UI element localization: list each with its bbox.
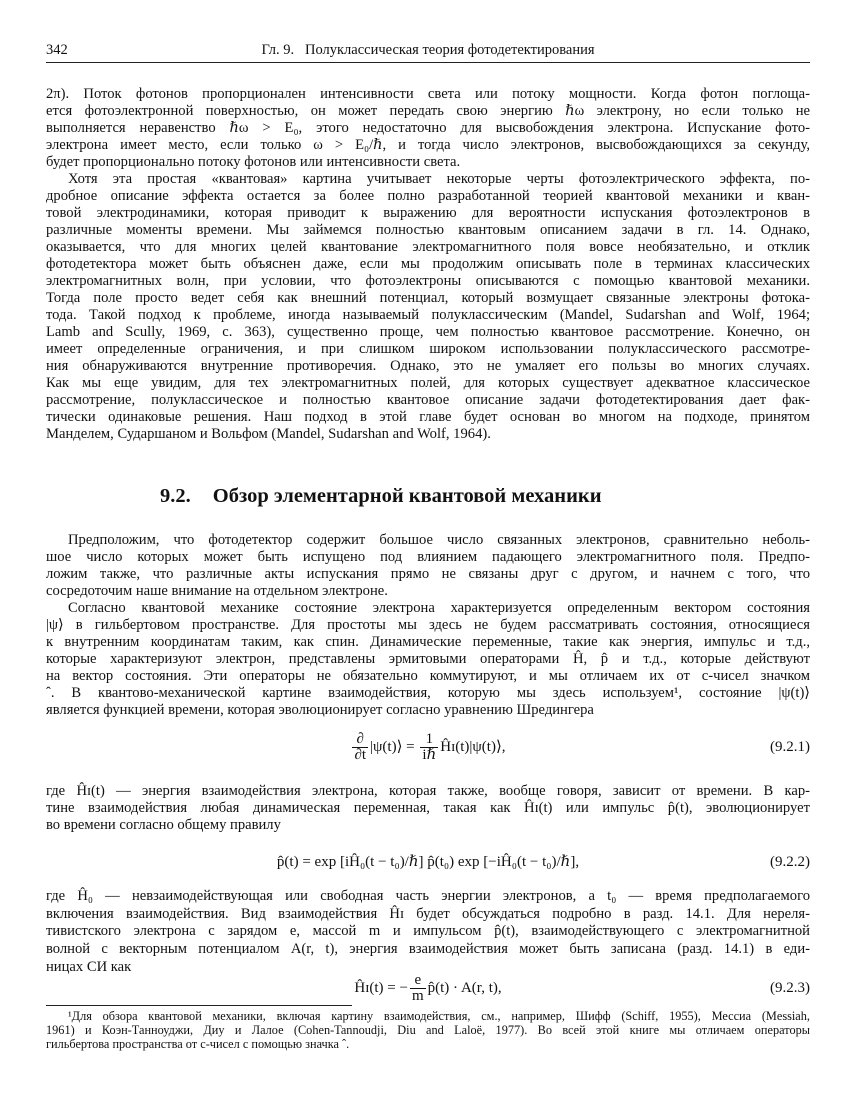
text-line: где Ĥɪ(t) — энергия взаимодействия электрона, которая также, вообще говоря, зависит от времени. В кар- xyxy=(46,783,810,799)
text-line: будет пропорционально потоку фотонов или интенсивности света. xyxy=(46,154,461,170)
text-line: электромагнитных волн, при условии, что фотоэлектроны описываются с помощью квантовой механики. xyxy=(46,273,810,289)
equation-9-2-3 xyxy=(46,968,810,1008)
text-line: ется фотоэлектронной поверхностью, он может передать свою энергию ℏω электрону, но если только не xyxy=(46,103,810,119)
text-line: волной с векторным потенциалом A(r, t), энергия взаимодействия может быть записана (разд. 14.1) в еди- xyxy=(46,941,810,958)
text-line: тода. Такой подход к проблеме, иногда называемый полуклассическим (Mandel, Sudarshan and Wolf, 1964; xyxy=(46,307,810,323)
equation-term: Ĥɪ(t) = − xyxy=(354,980,408,996)
text-line: имеет определенные ограничения, и при слишком широком использовании полуклассического рассмотре- xyxy=(46,341,810,357)
running-header xyxy=(46,42,810,62)
equation-term: Ĥɪ(t)|ψ(t)⟩, xyxy=(440,739,506,755)
text-line: Тогда поле просто ведет себя как внешний потенциал, который возмущает связанные электроны фотока- xyxy=(46,290,810,306)
footnote xyxy=(46,1009,810,1051)
text-line: ложим также, что различные акты испускания прямо не связаны друг с другом, и начнем с того, что xyxy=(46,566,810,582)
fraction-numerator: 1 xyxy=(420,732,438,748)
equation-number: (9.2.2) xyxy=(770,854,810,870)
fraction-denominator: ∂t xyxy=(354,747,367,764)
header-rule xyxy=(46,62,810,63)
text-line: гильбертова пространства от c-чисел с помощью значка ˆ. xyxy=(46,1037,350,1051)
text-line: Предположим, что фотодетектор содержит большое число связанных электронов, сравнительно неболь- xyxy=(68,532,810,548)
equation-term: |ψ(t)⟩ = xyxy=(370,739,419,755)
text-line: оказывается, что для многих целей квантование электромагнитного поля вовсе необязательно, и отклик xyxy=(46,239,810,255)
equation-9-2-2 xyxy=(46,842,810,882)
text-line: Манделем, Сударшаном и Вольфом (Mandel, Sudarshan and Wolf, 1964). xyxy=(46,426,491,442)
text-line: тине взаимодействия любая динамическая переменная, такая как Ĥɪ(t) или импульс p̂(t), эволюционирует xyxy=(46,800,810,816)
text-line: ницах СИ как xyxy=(46,958,132,975)
text-line: тически одинаковые решения. Наш подход в этой главе будет основан во многом на подходе, принятом xyxy=(46,409,810,425)
equation-term: p̂(t) · A(r, t), xyxy=(427,980,502,996)
derivative-fraction xyxy=(352,732,368,763)
text-line: Как мы еще увидим, для тех электромагнитных полей, для которых существует адекватное классическое xyxy=(46,375,810,391)
page-number: 342 xyxy=(46,42,68,58)
text-line: тивистского электрона с зарядом e, массой m и импульсом p̂(t), взаимодействующего с электромагнитной xyxy=(46,923,810,940)
text-line: ˆ. В квантово-механической картине взаимодействия, которую мы здесь используем¹, состояние |ψ(t)⟩ xyxy=(46,685,810,701)
coefficient-fraction xyxy=(420,732,438,763)
text-line: фотодетектора может быть объяснен даже, если мы продолжим описывать поле в терминах классических xyxy=(46,256,810,272)
text-line: дробное описание эффекта остается за более полно разработанной теорией квантовой механики и кван- xyxy=(46,188,810,204)
text-line: выполняется неравенство ℏω > E₀, этого недостаточно для высвобождения электрона. Испускание фото- xyxy=(46,120,810,136)
text-line: Хотя эта простая «квантовая» картина учитывает некоторые черты фотоэлектрического эффекта, по- xyxy=(68,171,810,187)
equation-body: p̂(t) = exp [iĤ₀(t − t₀)/ℏ] p̂(t₀) exp [−iĤ₀(t − t₀)/ℏ], xyxy=(276,854,580,870)
text-line: Согласно квантовой механике состояние электрона характеризуется определенным вектором состояния xyxy=(68,600,810,616)
fraction-denominator: iℏ xyxy=(422,747,437,764)
text-line: |ψ⟩ в гильбертовом пространстве. Для простоты мы здесь не будем рассматривать состояния, относящиеся xyxy=(46,617,810,633)
text-line: сосредоточим наше внимание на отдельном электроне. xyxy=(46,583,388,599)
text-line: рассмотрение, полуклассическое и полностью квантовое описание задачи фотодетектирования дает фак- xyxy=(46,392,810,408)
text-line: ¹Для обзора квантовой механики, включая картину взаимодействия, см., например, Шифф (Schiff, 1955), Мессиа (Messiah, xyxy=(68,1009,810,1023)
text-line: Lamb and Scully, 1969, с. 363), существенно проще, чем полностью квантовое рассмотрение. Конечно, он xyxy=(46,324,810,340)
section-number: 9.2. xyxy=(160,485,191,507)
charge-mass-fraction xyxy=(410,973,426,1004)
text-line: шое число которых может быть испущено под влиянием падающего электромагнитного поля. Предпо- xyxy=(46,549,810,565)
equation-9-2-1 xyxy=(46,727,810,767)
text-line: к внутренним координатам таким, как спин. Динамические переменные, такие как энергия, импульс и т.д., xyxy=(46,634,810,650)
running-title: Гл. 9. Полуклассическая теория фотодетектирования xyxy=(261,42,595,58)
fraction-denominator: m xyxy=(411,988,424,1005)
text-line: на вектор состояния. Эти операторы не обязательно коммутируют, и мы отличаем их от c-чисел значком xyxy=(46,668,810,684)
equation-number: (9.2.1) xyxy=(770,739,810,755)
footnote-rule xyxy=(46,1005,352,1006)
text-line: является функцией времени, которая эволюционирует согласно уравнению Шредингера xyxy=(46,702,594,718)
text-line: которые характеризуют электрон, представлены эрмитовыми операторами Ĥ, p̂ и т.д., которые действуют xyxy=(46,651,810,667)
text-line: включения взаимодействия. Вид взаимодействия Ĥɪ будет обсуждаться подробно в разд. 14.1. Для нереля- xyxy=(46,905,810,922)
text-block-section xyxy=(46,532,810,719)
text-line: во времени согласно общему правилу xyxy=(46,817,281,833)
text-line: различные моменты времени. Мы займемся полностью квантовым описанием задачи в гл. 14. Однако, xyxy=(46,222,810,238)
section-title: Обзор элементарной квантовой механики xyxy=(212,485,602,507)
text-line: электрона имеет место, если только ω > E₀/ℏ, и тогда число электронов, высвобождающихся за секунду, xyxy=(46,137,810,153)
text-line: 2π). Поток фотонов пропорционален интенсивности света или потоку мощности. Когда фотон поглоща- xyxy=(46,86,810,102)
fraction-numerator: ∂ xyxy=(352,732,368,748)
text-line: 1961) и Коэн-Танноуджи, Диу и Лалое (Cohen-Tannoudji, Diu and Laloë, 1977). Во всей этой книге мы отличаем операторы xyxy=(46,1023,810,1037)
text-line: товой электродинамики, которая приводит к выражению для вероятности испускания фотоэлектронов в xyxy=(46,205,810,221)
text-block-interaction xyxy=(46,783,810,834)
text-line: ния обнаруживаются внутренние противоречия. Однако, это не умаляет его пользы во многих случаях. xyxy=(46,358,810,374)
equation-number: (9.2.3) xyxy=(770,980,810,996)
text-block-free-energy xyxy=(46,888,810,976)
fraction-numerator: e xyxy=(410,973,426,989)
text-line: где Ĥ₀ — невзаимодействующая или свободная часть энергии электронов, а t₀ — время предполагаемого xyxy=(46,888,810,904)
text-block-intro xyxy=(46,86,810,443)
section-heading xyxy=(160,485,602,508)
